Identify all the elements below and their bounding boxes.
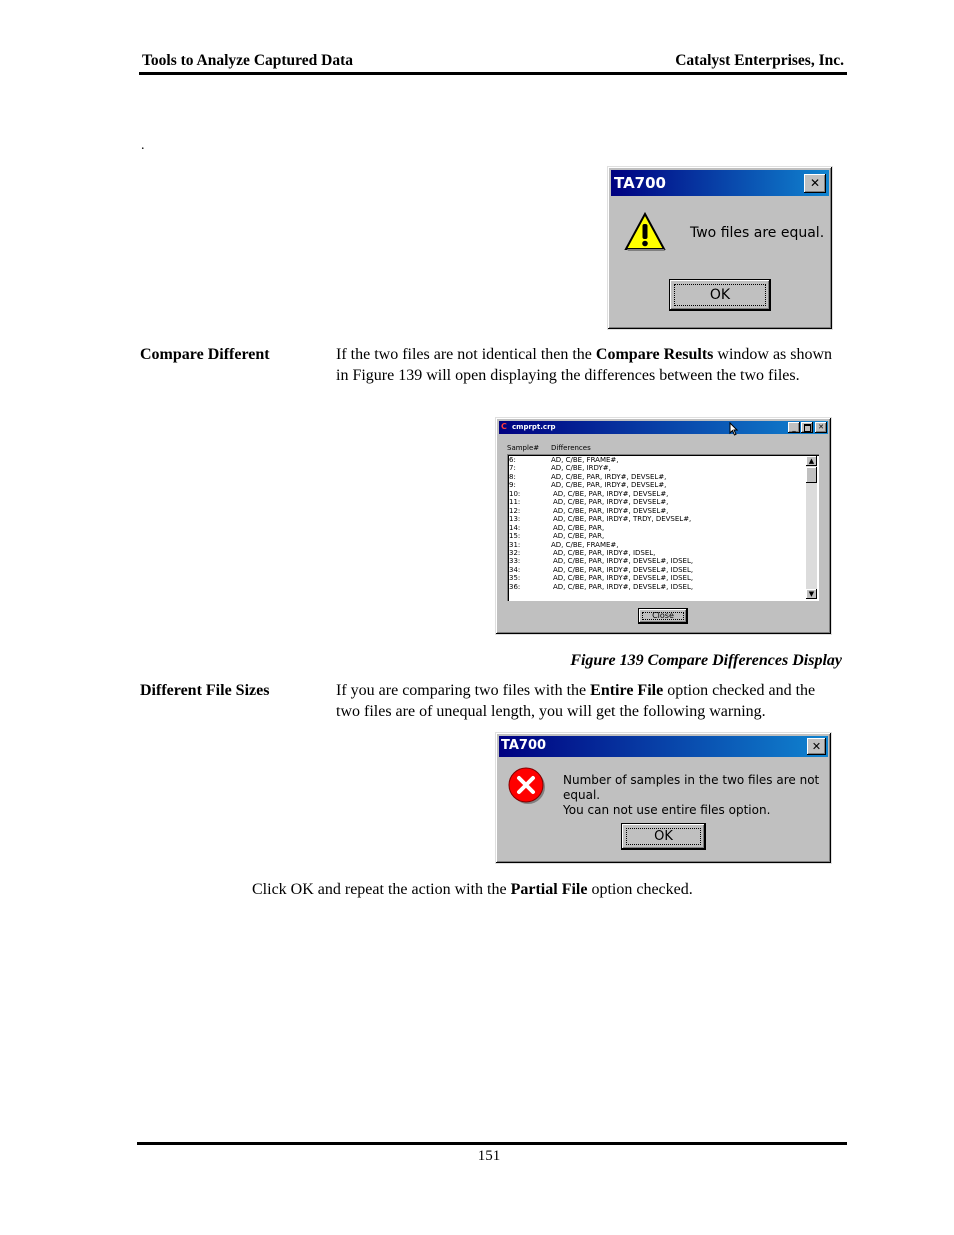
error-dialog — [495, 732, 832, 864]
page-number: 151 — [477, 1148, 501, 1164]
row-sample-number: 15: — [509, 532, 521, 541]
header-right: Catalyst Enterprises, Inc. — [675, 52, 844, 69]
scroll-down-button[interactable] — [806, 589, 817, 599]
error-icon — [508, 767, 546, 805]
row-sample-number: 14: — [509, 523, 521, 532]
close-icon: ✕ — [811, 740, 822, 753]
row-sample-number: 12: — [509, 506, 521, 515]
arrow-up-icon: ▲ — [808, 457, 815, 465]
equal-dialog-ok-button[interactable] — [669, 279, 771, 311]
error-message-line-2: You can not use entire files option. — [563, 803, 771, 817]
equal-dialog-title: TA700 — [614, 174, 666, 192]
compare-window-title: cmprpt.crp — [512, 423, 556, 431]
different-file-sizes-paragraph: If you are comparing two files with the Entire File option checked and the two files are of unequal length, you will get the following warning. — [336, 682, 816, 720]
row-differences: AD, C/BE, PAR, IRDY#, TRDY, DEVSEL#, — [553, 515, 692, 524]
row-sample-number: 10: — [509, 489, 521, 498]
row-differences: AD, C/BE, PAR, IRDY#, DEVSEL#, — [553, 489, 669, 498]
compare-window-titlebar — [499, 421, 828, 434]
stray-mark: . — [141, 138, 145, 153]
different-file-sizes-heading: Different File Sizes — [140, 682, 270, 699]
row-differences: AD, C/BE, PAR, IRDY#, DEVSEL#, — [553, 498, 669, 507]
equal-dialog-message: Two files are equal. — [690, 225, 825, 241]
row-sample-number: 7: — [509, 464, 516, 473]
equal-dialog-close-button[interactable] — [804, 174, 826, 193]
scroll-up-button[interactable] — [806, 456, 817, 466]
row-differences: AD, C/BE, FRAME#, — [551, 456, 619, 464]
differences-list[interactable] — [507, 454, 819, 601]
column-header-differences: Differences — [551, 444, 591, 452]
row-differences: AD, C/BE, PAR, IRDY#, DEVSEL#, — [553, 506, 669, 515]
app-icon: C — [501, 422, 507, 431]
row-sample-number: 34: — [509, 565, 521, 574]
row-differences: AD, C/BE, PAR, IRDY#, DEVSEL#, — [551, 472, 667, 481]
minimize-button[interactable] — [788, 422, 800, 433]
row-sample-number: 32: — [509, 548, 521, 557]
row-sample-number: 35: — [509, 574, 521, 583]
row-differences: AD, C/BE, PAR, IRDY#, DEVSEL#, IDSEL, — [553, 574, 694, 583]
header-rule — [139, 72, 847, 75]
header-left: Tools to Analyze Captured Data — [142, 52, 353, 69]
error-dialog-titlebar — [499, 736, 828, 757]
error-message — [563, 773, 831, 818]
row-sample-number: 6: — [509, 456, 516, 464]
error-dialog-title: TA700 — [501, 738, 547, 753]
close-button-label: Close — [652, 611, 674, 620]
row-differences: AD, C/BE, PAR, IRDY#, IDSEL, — [553, 548, 656, 557]
row-sample-number: 8: — [509, 472, 516, 481]
row-differences: AD, C/BE, IRDY#, — [551, 464, 611, 473]
maximize-icon — [804, 424, 811, 432]
row-differences: AD, C/BE, PAR, — [553, 523, 605, 532]
mouse-pointer-icon — [729, 422, 738, 436]
maximize-button[interactable] — [801, 422, 813, 433]
row-differences: AD, C/BE, PAR, IRDY#, DEVSEL#, — [551, 481, 667, 490]
row-sample-number: 11: — [509, 498, 521, 507]
row-differences: AD, C/BE, PAR, IRDY#, DEVSEL#, IDSEL, — [553, 557, 694, 566]
row-differences: AD, C/BE, PAR, — [553, 532, 605, 541]
row-differences: AD, C/BE, PAR, IRDY#, DEVSEL#, IDSEL, — [553, 565, 694, 574]
equal-dialog-titlebar — [611, 170, 829, 196]
close-button[interactable] — [638, 608, 688, 624]
scrollbar[interactable] — [806, 456, 817, 599]
row-differences: AD, C/BE, FRAME#, — [551, 540, 619, 549]
row-sample-number: 31: — [509, 540, 521, 549]
error-dialog-ok-button[interactable] — [621, 823, 706, 850]
close-icon: ✕ — [809, 176, 821, 190]
row-sample-number: 36: — [509, 582, 521, 591]
minimize-icon: _ — [792, 424, 796, 432]
figure-caption: Figure 139 Compare Differences Display — [570, 652, 842, 669]
scroll-thumb[interactable] — [806, 467, 817, 483]
ok-button-label: OK — [709, 287, 731, 303]
warning-icon — [624, 211, 666, 253]
close-icon: ✕ — [818, 423, 824, 431]
closing-paragraph: Click OK and repeat the action with the Partial File option checked. — [252, 881, 693, 898]
row-sample-number: 33: — [509, 557, 521, 566]
error-dialog-close-button[interactable] — [807, 738, 826, 755]
row-differences: AD, C/BE, PAR, IRDY#, DEVSEL#, IDSEL, — [553, 582, 694, 591]
compare-results-window — [495, 417, 832, 635]
equal-dialog — [607, 166, 833, 330]
row-sample-number: 13: — [509, 515, 521, 524]
arrow-down-icon: ▼ — [808, 590, 815, 598]
error-message-line-1: Number of samples in the two files are not equal. — [563, 773, 820, 802]
compare-different-paragraph: If the two files are not identical then the Compare Results window as shown in Figure 139 will open displaying the differences between the two files. — [336, 346, 833, 384]
footer-rule — [137, 1142, 847, 1145]
compare-different-heading: Compare Different — [140, 346, 270, 363]
column-header-sample: Sample# — [507, 444, 540, 452]
compare-window-close-button[interactable] — [815, 422, 827, 433]
ok-button-label: OK — [654, 829, 673, 844]
row-sample-number: 9: — [509, 481, 516, 490]
